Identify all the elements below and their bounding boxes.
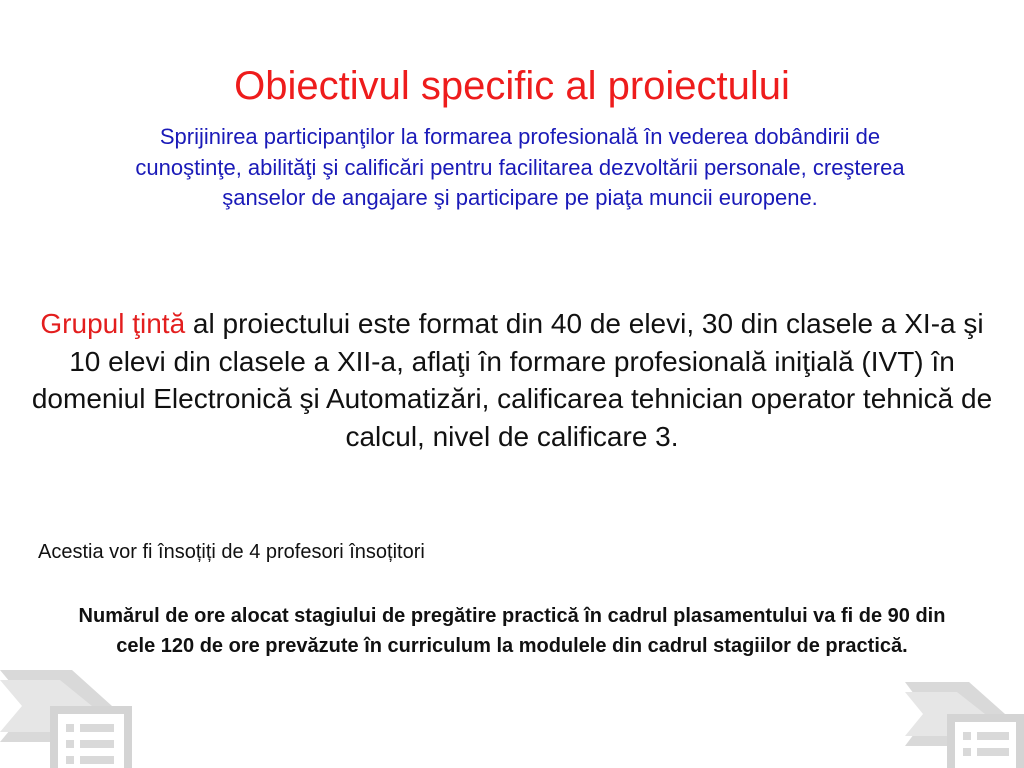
target-group-text: al proiectului este format din 40 de elevi, 30 din clasele a XI-a şi 10 elevi din clasele a XII-a, aflaţi în formare profesională iniţială (IVT) în domeniul Electronică şi Automatizări, calificarea tehnician operator tehnică de calcul, nivel de calificare 3. (31, 308, 993, 452)
slide-title: Obiectivul specific al proiectului (234, 64, 790, 108)
target-group-paragraph (30, 305, 994, 455)
list-document-icon-right (905, 678, 1024, 768)
teachers-note: Acestia vor fi însoțiți de 4 profesori însoțitori (38, 541, 425, 563)
target-group-highlight: Grupul ţintă (40, 308, 186, 339)
objective-paragraph: Sprijinirea participanţilor la formarea profesională în vederea dobândirii de cunoştinţe, abilităţi şi calificări pentru facilitarea dezvoltării personale, creşterea şanselor de angajare şi participare pe piaţa muncii europene. (135, 124, 905, 210)
practice-hours-paragraph: Numărul de ore alocat stagiului de pregătire practică în cadrul plasamentului va fi de 90 din cele 120 de ore prevăzute în curriculum la modulele din cadrul stagiilor de practică. (78, 605, 946, 657)
list-document-icon (0, 666, 145, 768)
